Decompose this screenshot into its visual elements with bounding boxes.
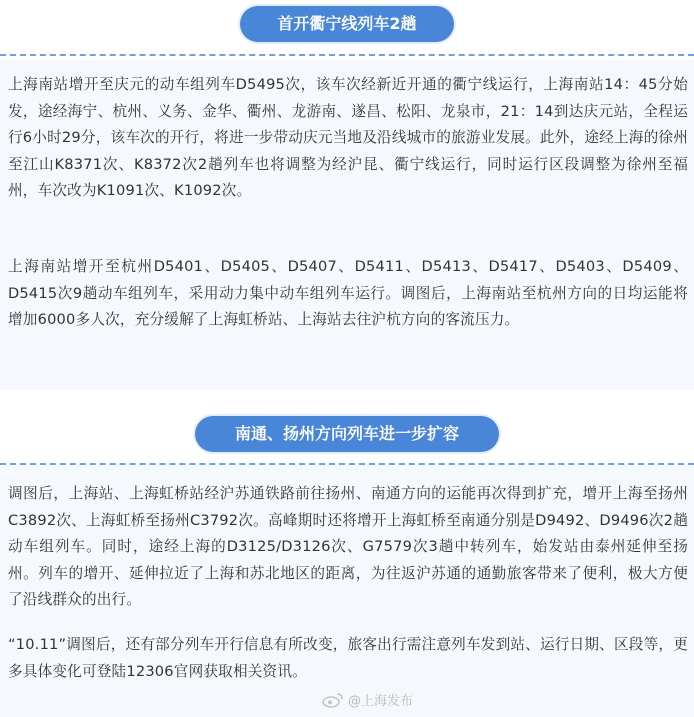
section1-divider: [0, 54, 694, 56]
section2-title: 南通、扬州方向列车进一步扩容: [195, 416, 499, 452]
section2-divider: [0, 463, 694, 465]
watermark: [322, 690, 413, 709]
section1-paragraph-2: 上海南站增开至杭州D5401、D5405、D5407、D5411、D5413、D5417、D5403、D5409、D5415次9趟动车组列车，采用动力集中动车组列车运行。调图后，上海南站至杭州方向的日均运能将增加6000多人次，充分缓解了上海虹桥站、上海站去往沪杭方向的客流压力。: [8, 258, 688, 328]
section2-paragraph-2: “10.11”调图后，还有部分列车开行信息有所改变，旅客出行需注意列车发到站、运行日期、区段等，更多具体变化可登陆12306官网获取相关资讯。: [8, 636, 688, 680]
weibo-icon: [322, 692, 344, 708]
section1-paragraph-1: 上海南站增开至庆元的动车组列车D5495次，该车次经新近开通的衢宁线运行，上海南站14：45分始发，途经海宁、杭州、义务、金华、衢州、龙游南、遂昌、松阳、龙泉市，21：14到达庆元站，全程运行6小时29分，该车次的开行，将进一步带动庆元当地及沿线城市的旅游业发展。此外，途经上海的徐州至江山K8371次、K8372次2趟列车也将调整为经沪昆、衢宁线运行，同时运行区段调整为徐州至福州，车次改为K1091次、K1092次。: [8, 76, 688, 199]
section2-paragraph-1: 调图后，上海站、上海虹桥站经沪苏通铁路前往扬州、南通方向的运能再次得到扩充，增开上海至扬州C3892次、上海虹桥至扬州C3792次。高峰期时还将增开上海虹桥至南通分别是D9492、D9496次2趟动车组列车。同时，途经上海的D3125/D3126次、G7579次3趟中转列车，始发站由泰州延伸至扬州。列车的增开、延伸拉近了上海和苏北地区的距离，为往返沪苏通的通勤旅客带来了便利，极大方便了沿线群众的出行。: [8, 485, 688, 608]
section1-title: 首开衢宁线列车2趟: [240, 6, 454, 42]
watermark-text: @上海发布: [348, 694, 414, 709]
